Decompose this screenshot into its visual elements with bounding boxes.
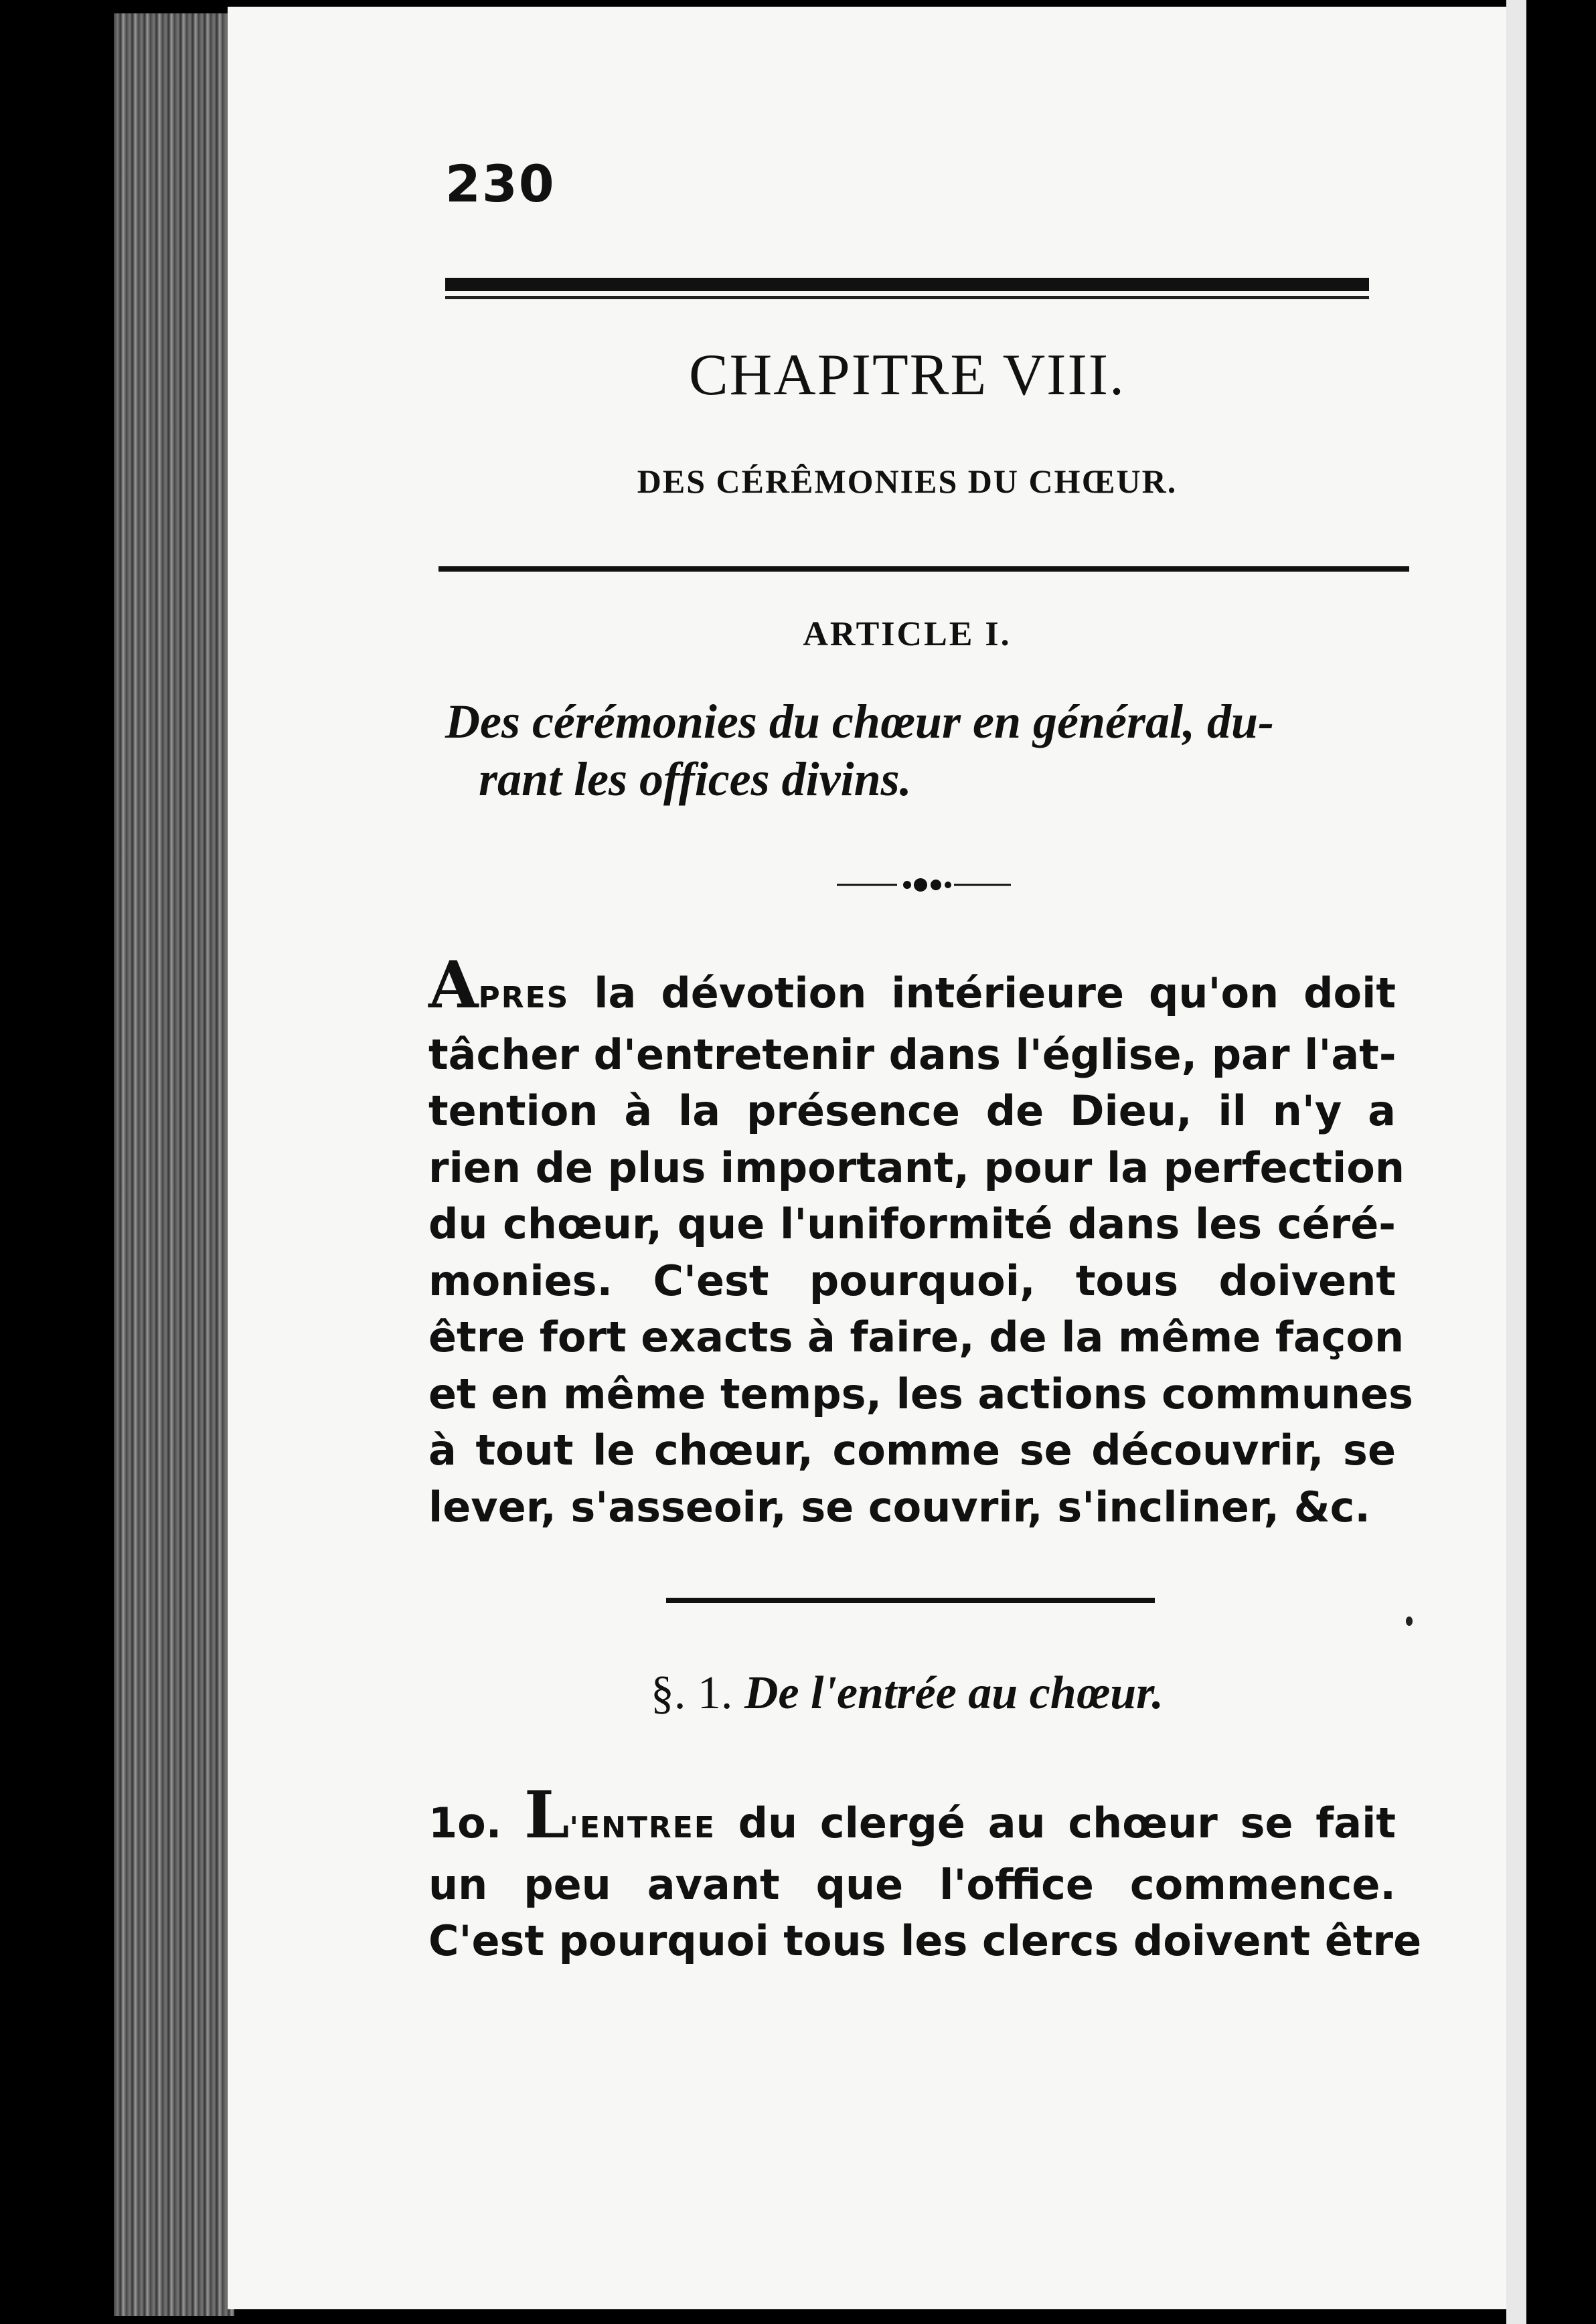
book-page-stack xyxy=(114,13,234,2316)
paragraph-1-line: être fort exacts à faire, de la même façon xyxy=(428,1313,1405,1361)
article-title-line-1: Des cérémonies du chœur en général, du- xyxy=(445,695,1274,748)
paragraph-2-line: C'est pourquoi tous les clercs doivent être xyxy=(428,1916,1422,1965)
chapter-divider-rule xyxy=(438,566,1409,572)
header-rule-thick xyxy=(445,278,1369,291)
article-title xyxy=(445,693,1409,808)
chapter-title: CHAPITRE VIII. xyxy=(688,343,1126,408)
dropcap-a: A xyxy=(428,947,479,1023)
paragraph-1-line: tâcher d'entretenir dans l'église, par l'at- xyxy=(428,1029,1396,1079)
paragraph-1 xyxy=(428,947,1413,1536)
dropcap-l: L xyxy=(524,1777,570,1853)
smallcaps-pres: PRES xyxy=(478,981,570,1015)
paragraph-1-line: rien de plus important, pour la perfection xyxy=(428,1143,1405,1192)
paragraph-1-line: et en même temps, les actions communes xyxy=(428,1369,1413,1418)
section-number: §. 1. xyxy=(650,1667,733,1719)
section-heading xyxy=(445,1667,1369,1720)
paragraph-2-line: 1o. L'ENTREE du clergé au chœur se fait xyxy=(428,1777,1396,1853)
paragraph-1-line: tention à la présence de Dieu, il n'y a xyxy=(428,1086,1396,1135)
section-divider-rule xyxy=(666,1598,1155,1603)
section-title: De l'entrée au chœur. xyxy=(744,1667,1164,1719)
header-rule-thin xyxy=(445,296,1369,299)
paragraph-1-line: du chœur, que l'uniformité dans les céré- xyxy=(428,1199,1396,1248)
paragraph-2 xyxy=(428,1777,1422,1970)
ornament-divider xyxy=(837,877,1011,893)
paragraph-1-line: lever, s'asseoir, se couvrir, s'incliner, &c. xyxy=(428,1482,1370,1531)
article-title-line-2: rant les offices divins. xyxy=(479,752,912,806)
article-heading: ARTICLE I. xyxy=(803,615,1012,653)
paragraph-1-line: APRES la dévotion intérieure qu'on doit xyxy=(428,947,1396,1023)
paragraph-1-line: monies. C'est pourquoi, tous doivent xyxy=(428,1256,1396,1305)
paragraph-1-line: à tout le chœur, comme se découvrir, se xyxy=(428,1426,1396,1475)
paragraph-2-number: 1o. xyxy=(428,1799,502,1847)
page-number: 230 xyxy=(445,154,556,214)
chapter-subtitle: DES CÉRÊMONIES DU CHŒUR. xyxy=(637,463,1178,500)
print-speck xyxy=(1406,1616,1413,1626)
smallcaps-entree: 'ENTREE xyxy=(569,1811,716,1845)
page-right-edge xyxy=(1506,0,1526,2324)
paragraph-2-line: un peu avant que l'office commence. xyxy=(428,1859,1396,1909)
